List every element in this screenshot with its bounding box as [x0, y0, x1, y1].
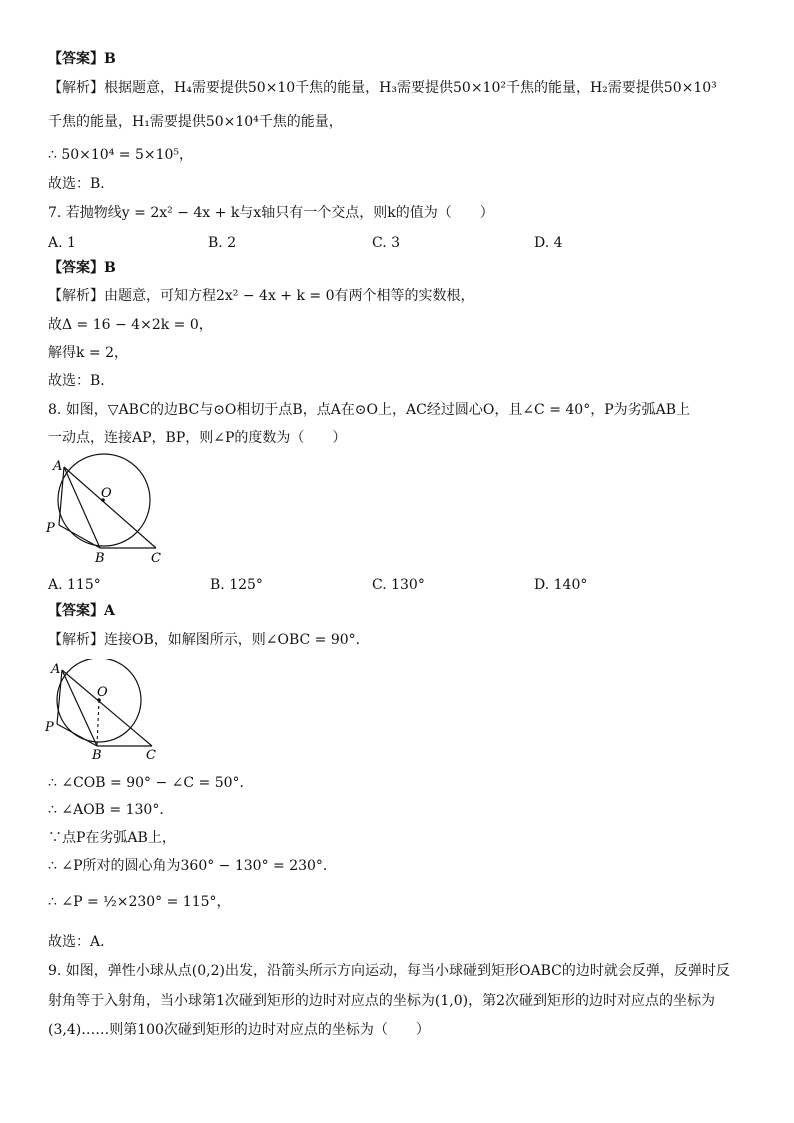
label-a: A [53, 459, 63, 474]
q7-option-b: B. 2 [208, 235, 237, 251]
q8-figure [44, 452, 174, 568]
label-a: A [51, 662, 61, 677]
q8-option-c: C. 130° [372, 577, 425, 593]
label-p: P [46, 521, 55, 536]
q8-step-2: ∴ ∠AOB = 130°． [48, 802, 174, 818]
q6-analysis-line2: 千焦的能量，H₁需要提供50×10⁴千焦的能量， [48, 114, 343, 130]
q7-option-a: A. 1 [48, 235, 76, 251]
q8-analysis-line1: 【解析】连接OB，如解图所示，则∠OBC = 90°． [48, 632, 370, 648]
segment-ab [62, 670, 97, 746]
q6-answer: 【答案】B [48, 51, 116, 67]
label-c: C [146, 748, 156, 763]
q9-stem-line3: (3,4)……则第100次碰到矩形的边时对应点的坐标为（ ） [48, 1022, 430, 1038]
segment-ob-dashed [97, 700, 99, 746]
label-b: B [92, 748, 102, 763]
label-p: P [45, 720, 54, 735]
q8-step-3: ∵点P在劣弧AB上， [48, 830, 176, 846]
q8-option-a: A. 115° [48, 577, 101, 593]
q8-stem-line2: 一动点，连接AP，BP，则∠P的度数为（ ） [48, 430, 347, 446]
q6-choose: 故选：B． [48, 176, 115, 192]
q8-answer: 【答案】A [48, 603, 115, 619]
q7-stem: 7. 若抛物线y = 2x² − 4x + k与x轴只有一个交点，则k的值为（ ） [48, 205, 494, 221]
q7-analysis-line2: 故Δ = 16 − 4×2k = 0， [48, 317, 213, 333]
label-o: O [97, 685, 108, 700]
q8-step-1: ∴ ∠COB = 90° − ∠C = 50°． [48, 775, 254, 791]
q8-stem-line1: 8. 如图，▽ABC的边BC与⊙O相切于点B，点A在⊙O上，AC经过圆心O，且∠C = 40°，P为劣弧AB上 [48, 402, 691, 418]
label-b: B [95, 551, 105, 566]
q7-choose: 故选：B． [48, 373, 115, 389]
q8-step-5: ∴ ∠P = ½×230° = 115°， [48, 894, 231, 910]
q8-option-d: D. 140° [534, 577, 588, 593]
q8-step-4: ∴ ∠P所对的圆心角为360° − 130° = 230°． [48, 858, 337, 874]
q7-analysis-line3: 解得k = 2， [48, 345, 129, 361]
label-c: C [151, 551, 161, 566]
q7-option-c: C. 3 [372, 235, 401, 251]
label-o: O [101, 486, 112, 501]
q7-analysis-line1: 【解析】由题意，可知方程2x² − 4x + k = 0有两个相等的实数根， [48, 288, 475, 304]
segment-pb [59, 525, 100, 548]
q6-analysis-line1: 【解析】根据题意，H₄需要提供50×10千焦的能量，H₃需要提供50×10²千焦的能量，H₂需要提供50×10³ [48, 80, 717, 96]
segment-pb [57, 724, 97, 746]
q9-stem-line2: 射角等于入射角，当小球第1次碰到矩形的边时对应点的坐标为(1,0)，第2次碰到矩形的边时对应点的坐标为 [48, 993, 716, 1009]
q7-answer: 【答案】B [48, 260, 116, 276]
q6-analysis-line3: ∴ 50×10⁴ = 5×10⁵， [48, 147, 194, 163]
q7-option-d: D. 4 [534, 235, 563, 251]
q8-solution-figure [44, 659, 164, 763]
q9-stem-line1: 9. 如图，弹性小球从点(0,2)出发，沿箭头所示方向运动，每当小球碰到矩形OABC的边时就会反弹，反弹时反 [48, 963, 730, 979]
q8-option-b: B. 125° [210, 577, 263, 593]
q8-choose: 故选：A． [48, 934, 115, 950]
segment-ab [64, 467, 100, 548]
